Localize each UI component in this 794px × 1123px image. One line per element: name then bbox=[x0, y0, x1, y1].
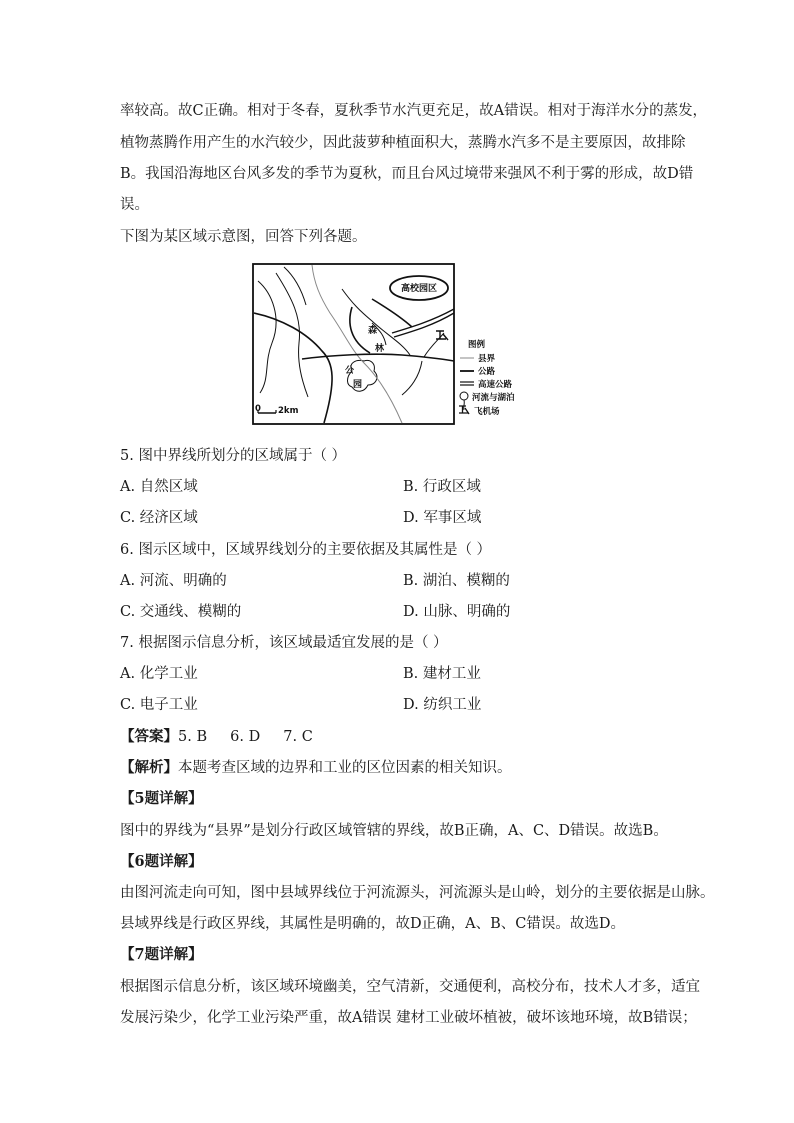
campus-label: 高校园区 bbox=[400, 284, 438, 294]
question-intro: 下图为某区域示意图，回答下列各题。 bbox=[120, 229, 367, 245]
legend-river-lake: 河流与湖泊 bbox=[472, 393, 515, 403]
river bbox=[284, 267, 306, 305]
legend-airport: 飞机场 bbox=[474, 407, 500, 417]
river bbox=[258, 281, 276, 393]
question-stem: 6. 图示区域中，区域界线划分的主要依据及其属性是（ ） bbox=[120, 542, 492, 558]
paragraph-line: 误。 bbox=[120, 197, 149, 213]
answer-text: 5. B 6. D 7. C bbox=[178, 729, 313, 745]
park-label: 公 bbox=[345, 366, 355, 376]
answer-line bbox=[120, 727, 313, 747]
paragraph-line: 率较高。故C正确。相对于冬春，夏秋季节水汽更充足，故A错误。相对于海洋水分的蒸发， bbox=[120, 103, 708, 119]
option-c: C. 电子工业 bbox=[120, 697, 198, 713]
road bbox=[350, 307, 370, 353]
question-stem: 7. 根据图示信息分析，该区域最适宜发展的是（ ） bbox=[120, 635, 448, 651]
river bbox=[276, 273, 308, 397]
scale-label: 2km bbox=[278, 406, 299, 416]
paragraph-line: 由图河流走向可知，图中县域界线位于河流源头，河流源头是山岭，划分的主要依据是山脉。 bbox=[120, 885, 715, 901]
analysis-line bbox=[120, 758, 512, 778]
paragraph-line: 根据图示信息分析，该区域环境幽美，空气清新，交通便利，高校分布，技术人才多，适宜 bbox=[120, 979, 700, 995]
legend-title: 图例 bbox=[468, 340, 486, 350]
question-stem: 5. 图中界线所划分的区域属于（ ） bbox=[120, 448, 347, 464]
option-c: C. 经济区域 bbox=[120, 510, 198, 526]
county-border bbox=[312, 265, 402, 423]
option-d: D. 纺织工业 bbox=[403, 697, 482, 713]
park-label: 园 bbox=[353, 380, 363, 390]
legend-highway: 高速公路 bbox=[478, 380, 513, 390]
option-c: C. 交通线、模糊的 bbox=[120, 604, 242, 620]
option-b: B. 湖泊、模糊的 bbox=[403, 573, 510, 589]
highway bbox=[394, 313, 454, 337]
river bbox=[402, 361, 422, 395]
answer-label: 【答案】 bbox=[120, 728, 178, 745]
analysis-label: 【解析】 bbox=[120, 759, 178, 776]
detail-heading: 【5题详解】 bbox=[120, 790, 203, 807]
road bbox=[372, 299, 412, 327]
park-label: 林 bbox=[375, 344, 385, 354]
detail-heading: 【6题详解】 bbox=[120, 853, 203, 870]
paragraph-line: 县域界线是行政区界线，其属性是明确的，故D正确，A、B、C错误。故选D。 bbox=[120, 916, 625, 932]
river bbox=[424, 333, 444, 357]
paragraph-line: 植物蒸腾作用产生的水汽较少，因此菠萝种植面积大，蒸腾水汽多不是主要原因，故排除 bbox=[120, 135, 686, 151]
legend-lake-swatch bbox=[460, 392, 468, 400]
paragraph-line: 图中的界线为“县界”是划分行政区域管辖的界线，故B正确，A、C、D错误。故选B。 bbox=[120, 823, 668, 839]
scale-zero: 0 bbox=[255, 404, 261, 414]
option-d: D. 军事区域 bbox=[403, 510, 482, 526]
option-a: A. 自然区域 bbox=[120, 479, 198, 495]
legend-road: 公路 bbox=[478, 367, 496, 377]
park-label: 森 bbox=[368, 326, 378, 336]
analysis-text: 本题考查区域的边界和工业的区位因素的相关知识。 bbox=[178, 760, 512, 776]
option-b: B. 行政区域 bbox=[403, 479, 481, 495]
legend-county-border: 县界 bbox=[478, 354, 496, 364]
option-b: B. 建材工业 bbox=[403, 666, 481, 682]
option-d: D. 山脉、明确的 bbox=[403, 604, 511, 620]
highway bbox=[392, 309, 454, 333]
region-map bbox=[252, 263, 546, 426]
paragraph-line: 发展污染少，化学工业污染严重，故A错误 建材工业破坏植被，破坏该地环境，故B错误； bbox=[120, 1010, 697, 1026]
detail-heading: 【7题详解】 bbox=[120, 946, 203, 963]
paragraph-line: B。我国沿海地区台风多发的季节为夏秋，而且台风过境带来强风不利于雾的形成，故D错 bbox=[120, 166, 694, 182]
option-a: A. 化学工业 bbox=[120, 666, 198, 682]
option-a: A. 河流、明确的 bbox=[120, 573, 227, 589]
